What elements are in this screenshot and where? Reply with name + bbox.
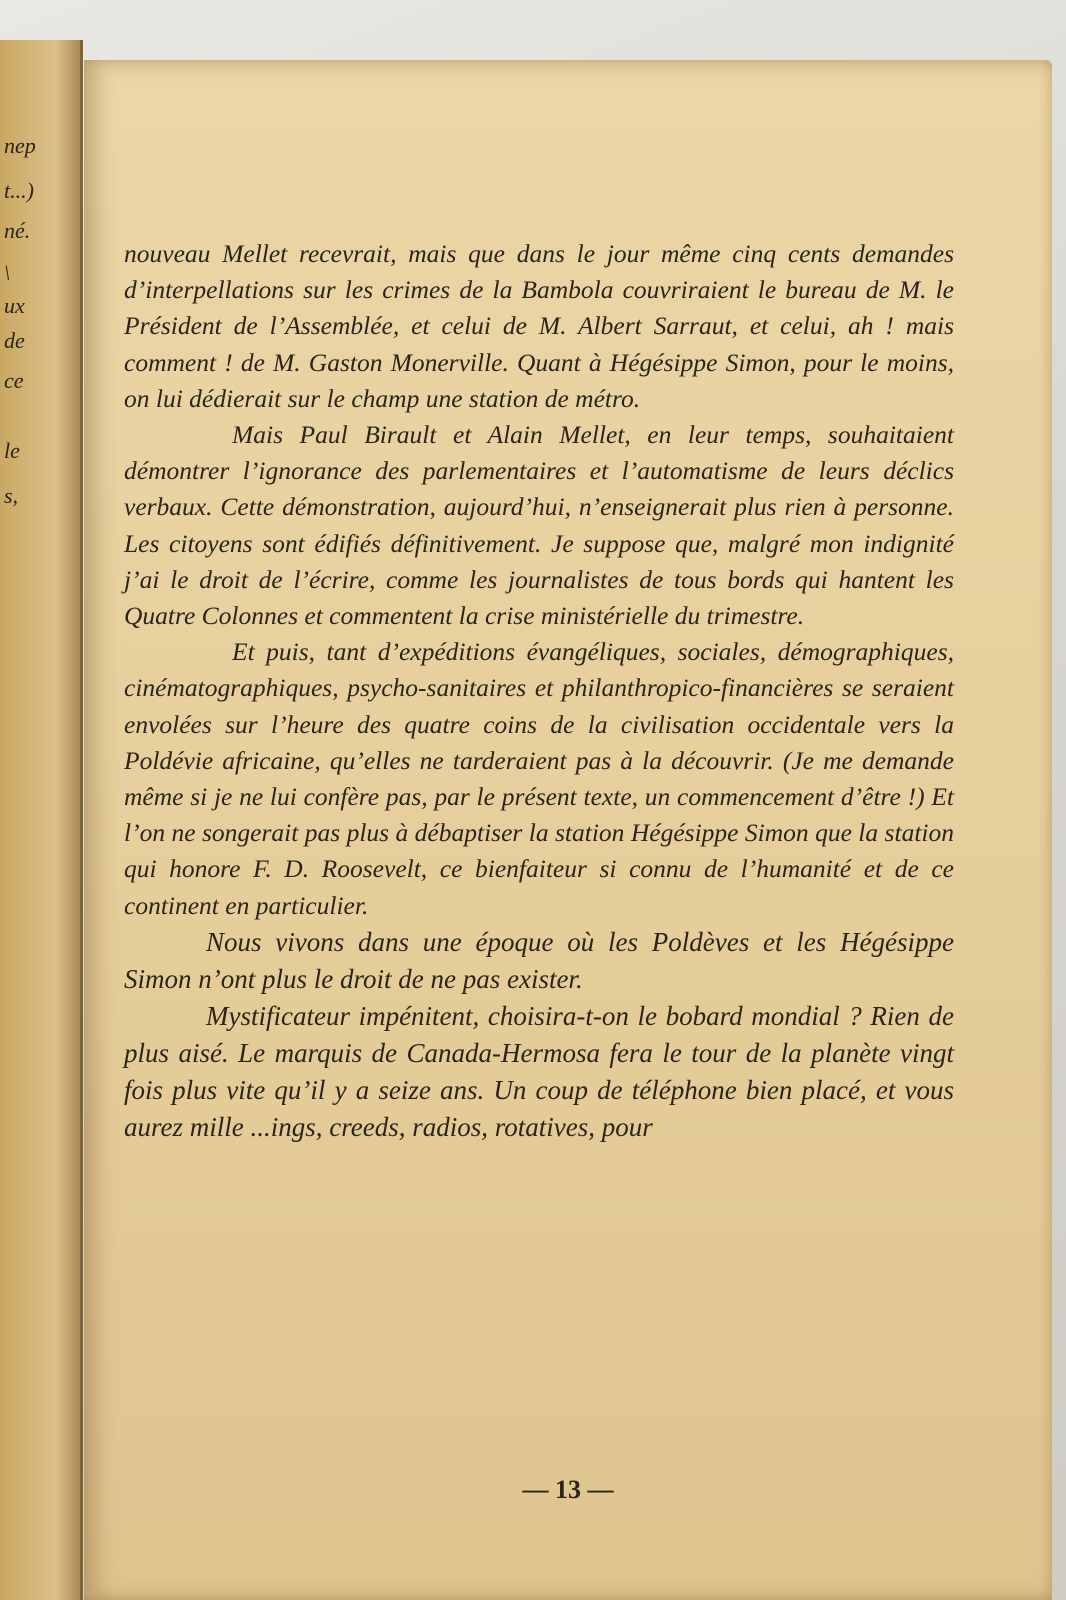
facing-page-fragment: \ xyxy=(4,260,11,285)
facing-page-fragment: de xyxy=(4,328,25,353)
paragraph: Nous vivons dans une époque où les Poldèves et les Hégésippe Simon n’ont plus le droit de ne pas exister. xyxy=(124,926,954,994)
facing-page-fragment: t...) xyxy=(4,178,34,203)
facing-page-fragment: nep xyxy=(4,133,36,158)
facing-page-fragment: le xyxy=(4,438,20,463)
facing-page-fragment: né. xyxy=(4,218,31,243)
paragraph: Et puis, tant d’expéditions évangéliques, sociales, démographiques, cinématographiques, psycho-sanitaires et philanthropico-financières se seraient envolées sur l’heure des quatre coins de la civilisation occidentale vers la Poldévie africaine, qu’elles ne tarderaient pas à la découvrir. (Je me demande même si je ne lui confère pas, par le présent texte, un commencement d’être !) Et l’on ne songerait pas plus à débaptiser la station Hégésippe Simon que la station qui honore F. D. Roosevelt, ce bienfaiteur si connu de l’humanité et de ce continent en particulier. xyxy=(124,637,954,920)
facing-page-edge xyxy=(0,40,83,1600)
book-page xyxy=(84,60,1052,1600)
page-body-text xyxy=(124,236,954,1146)
facing-page-fragment: ce xyxy=(4,368,24,393)
facing-page-fragment: ux xyxy=(4,293,25,318)
paragraph: Mystificateur impénitent, choisira-t-on le bobard mondial ? Rien de plus aisé. Le marquis de Canada-Hermosa fera le tour de la planète vingt fois plus vite qu’il y a seize ans. Un coup de téléphone bien placé, et vous aurez mille ...ings, creeds, radios, rotatives, pour xyxy=(124,1000,954,1142)
facing-page-fragment: s, xyxy=(4,483,19,508)
paragraph: Mais Paul Birault et Alain Mellet, en leur temps, souhaitaient démontrer l’ignorance des parlementaires et l’automatisme de leurs déclics verbaux. Cette démonstration, aujourd’hui, n’enseignerait plus rien à personne. Les citoyens sont édifiés définitivement. Je suppose que, malgré mon indignité j’ai le droit de l’écrire, comme les journalistes de tous bords qui hantent les Quatre Colonnes et commentent la crise ministérielle du trimestre. xyxy=(124,420,954,631)
paragraph: nouveau Mellet recevrait, mais que dans le jour même cinq cents demandes d’interpellations sur les crimes de la Bambola couvriraient le bureau de M. le Président de l’Assemblée, et celui de M. Albert Sarraut, et celui, ah ! mais comment ! de M. Gaston Monerville. Quant à Hégésippe Simon, pour le moins, on lui dédierait sur le champ une station de métro. xyxy=(124,239,954,413)
page-number: — 13 — xyxy=(522,1475,614,1504)
